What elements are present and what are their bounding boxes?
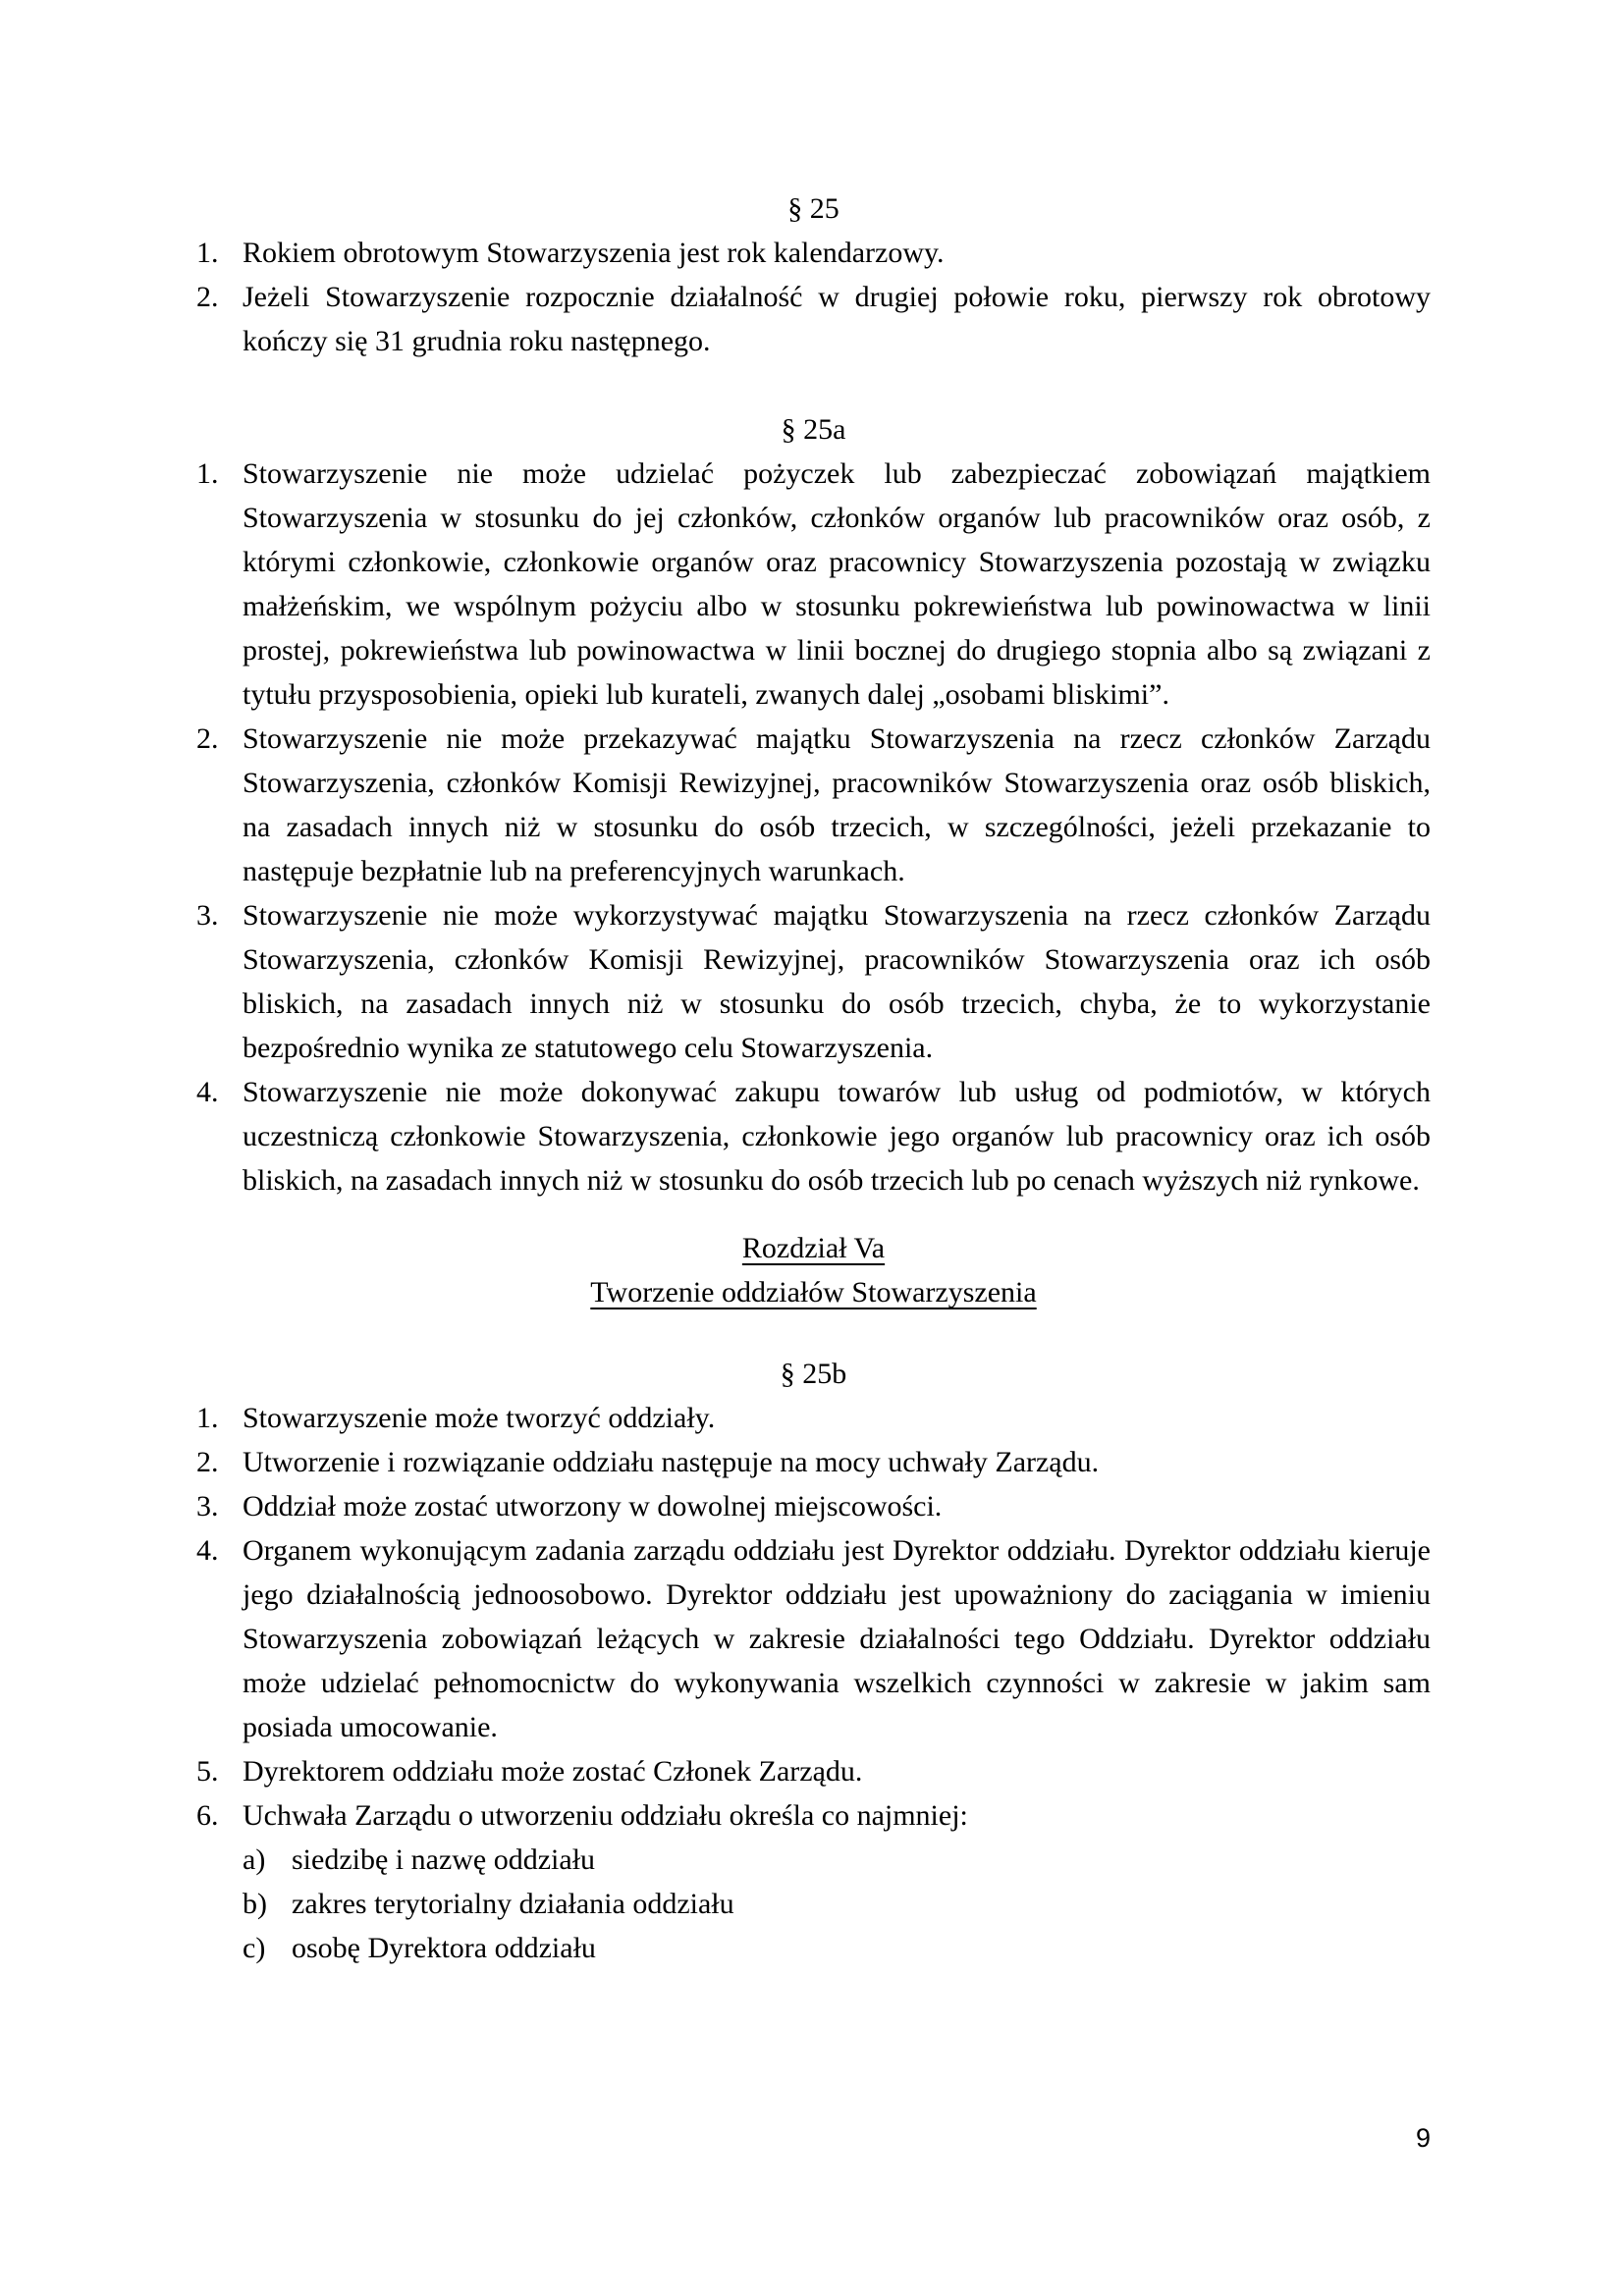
list-item [196,1440,1431,1484]
list-item-marker: 6. [196,1799,219,1832]
sub-list-item-marker: a) [243,1843,266,1876]
list-item-marker: 3. [196,1490,219,1522]
list-item-marker: 5. [196,1755,219,1788]
list-item-text: Stowarzyszenie nie może wykorzystywać majątku Stowarzyszenia na rzecz członków Zarządu Stowarzyszenia, członków Komisji Rewizyjnej, pracowników Stowarzyszenia oraz ich osób bliskich, na zasadach innych niż w stosunku do osób trzecich, chyba, że to wykorzystanie bezpośrednio wynika ze statutowego celu Stowarzyszenia. [243,899,1431,1064]
list-item [196,275,1431,363]
list-item-marker: 4. [196,1076,219,1108]
list-item-marker: 2. [196,281,219,313]
chapter-heading [196,1226,1431,1314]
list-item-text: Oddział może zostać utworzony w dowolnej miejscowości. [243,1490,943,1522]
page-number: 9 [1415,2123,1431,2153]
list-item-marker: 2. [196,1446,219,1478]
list-item [196,893,1431,1070]
chapter-subtitle [196,1270,1431,1314]
sub-list-item-marker: b) [243,1888,267,1920]
sub-list-item-text: zakres terytorialny działania oddziału [292,1888,734,1920]
list-item-marker: 2. [196,722,219,755]
list-item [196,1070,1431,1202]
sub-list-item [243,1882,1431,1926]
list-item [196,1749,1431,1793]
chapter-subtitle-text: Tworzenie oddziałów Stowarzyszenia [590,1276,1037,1308]
sub-list-item [243,1838,1431,1882]
list-item [196,1484,1431,1528]
list-item-marker: 1. [196,1402,219,1434]
list-item [196,717,1431,893]
page-content [196,187,1431,1970]
section-25a-list [196,452,1431,1202]
list-item [196,1396,1431,1440]
sub-list-item-marker: c) [243,1932,266,1964]
list-item-text: Organem wykonującym zadania zarządu oddziału jest Dyrektor oddziału. Dyrektor oddziału kieruje jego działalnością jednoosobowo. Dyrektor oddziału jest upoważniony do zaciągania w imieniu Stowarzyszenia zobowiązań leżących w zakresie działalności tego Oddziału. Dyrektor oddziału może udzielać pełnomocnictw do wykonywania wszelkich czynności w zakresie w jakim sam posiada umocowanie. [243,1534,1431,1743]
section-heading-25a: § 25a [781,413,846,446]
sub-list-item-text: osobę Dyrektora oddziału [292,1932,596,1964]
list-item-text: Utworzenie i rozwiązanie oddziału następuje na mocy uchwały Zarządu. [243,1446,1100,1478]
chapter-title-text: Rozdział Va [741,1232,886,1264]
list-item-text: Stowarzyszenie nie może przekazywać majątku Stowarzyszenia na rzecz członków Zarządu Stowarzyszenia, członków Komisji Rewizyjnej, pracowników Stowarzyszenia oraz osób bliskich, na zasadach innych niż w stosunku do osób trzecich, w szczególności, jeżeli przekazanie to następuje bezpłatnie lub na preferencyjnych warunkach. [243,722,1431,887]
section-25b-list [196,1396,1431,1970]
list-item [196,1528,1431,1749]
list-item-text: Dyrektorem oddziału może zostać Członek Zarządu. [243,1755,863,1788]
sub-list-item [243,1926,1431,1970]
list-item [196,452,1431,717]
list-item-text: Rokiem obrotowym Stowarzyszenia jest rok kalendarzowy. [243,237,945,269]
list-item [196,231,1431,275]
section-heading-25b: § 25b [780,1358,847,1390]
list-item-text: Uchwała Zarządu o utworzeniu oddziału określa co najmniej: [243,1799,968,1832]
section-heading-25: § 25 [787,192,839,225]
list-item-text: Stowarzyszenie może tworzyć oddziały. [243,1402,716,1434]
list-item-text: Stowarzyszenie nie może udzielać pożyczek lub zabezpieczać zobowiązań majątkiem Stowarzyszenia w stosunku do jej członków, członków organów lub pracowników oraz osób, z którymi członkowie, członkowie organów oraz pracownicy Stowarzyszenia pozostają w związku małżeńskim, we wspólnym pożyciu albo w stosunku pokrewieństwa lub powinowactwa w linii prostej, pokrewieństwa lub powinowactwa w linii bocznej do drugiego stopnia albo są związani z tytułu przysposobienia, opieki lub kurateli, zwanych dalej „osobami bliskimi”. [243,457,1431,711]
section-25-list [196,231,1431,363]
list-item-text: Stowarzyszenie nie może dokonywać zakupu towarów lub usług od podmiotów, w których uczestniczą członkowie Stowarzyszenia, członkowie jego organów lub pracownicy oraz ich osób bliskich, na zasadach innych niż w stosunku do osób trzecich lub po cenach wyższych niż rynkowe. [243,1076,1431,1197]
list-item-marker: 4. [196,1534,219,1567]
list-item [196,1793,1431,1838]
list-item-text: Jeżeli Stowarzyszenie rozpocznie działalność w drugiej połowie roku, pierwszy rok obrotowy kończy się 31 grudnia roku następnego. [243,281,1431,357]
list-item-marker: 1. [196,237,219,269]
chapter-title [196,1226,1431,1270]
list-item-marker: 1. [196,457,219,490]
list-item-marker: 3. [196,899,219,932]
sub-list-item-text: siedzibę i nazwę oddziału [292,1843,596,1876]
